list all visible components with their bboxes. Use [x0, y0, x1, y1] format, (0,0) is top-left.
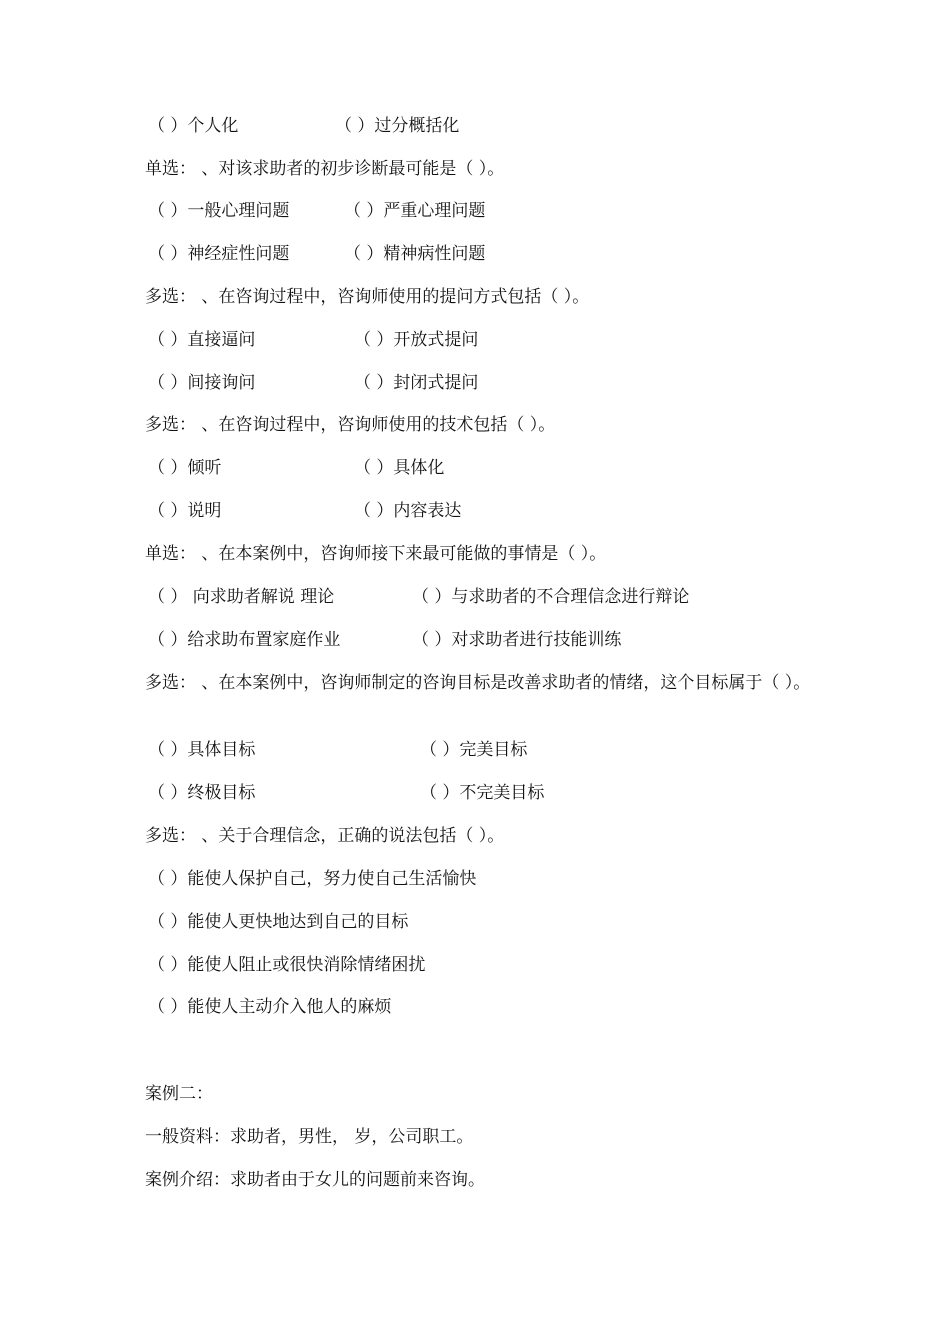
option-text: （ ）内容表达 — [354, 501, 462, 521]
case-intro: 案例介绍：求助者由于女儿的问题前来咨询。 — [145, 1170, 485, 1190]
option-text: （ ）个人化 — [148, 116, 239, 136]
question-text: 多选： 、在咨询过程中，咨询师使用的提问方式包括（ ）。 — [145, 287, 590, 307]
option-text: （ ）神经症性问题 — [148, 244, 290, 264]
option-text: （ ）开放式提问 — [354, 330, 479, 350]
option-text: （ ）能使人主动介入他人的麻烦 — [148, 997, 392, 1017]
question-text: 单选： 、对该求助者的初步诊断最可能是（ ）。 — [145, 159, 505, 179]
option-text: （ ）封闭式提问 — [354, 373, 479, 393]
question-text: 多选： 、在本案例中，咨询师制定的咨询目标是改善求助者的情绪，这个目标属于（ ）。 — [145, 673, 811, 693]
option-text: （ ）间接询问 — [148, 373, 256, 393]
question-text: 单选： 、在本案例中，咨询师接下来最可能做的事情是（ ）。 — [145, 544, 607, 564]
option-text: （ ）倾听 — [148, 458, 222, 478]
option-text: （ ）与求助者的不合理信念进行辩论 — [412, 587, 690, 607]
option-text: （ ）完美目标 — [420, 740, 528, 760]
option-text: （ ）具体目标 — [148, 740, 256, 760]
option-text: （ ）能使人阻止或很快消除情绪困扰 — [148, 955, 426, 975]
option-text: （ ）给求助布置家庭作业 — [148, 630, 341, 650]
option-text: （ ）能使人保护自己，努力使自己生活愉快 — [148, 869, 477, 889]
option-text: （ ）终极目标 — [148, 783, 256, 803]
option-text: （ ）一般心理问题 — [148, 201, 290, 221]
option-text: （ ）能使人更快地达到自己的目标 — [148, 912, 409, 932]
question-text: 多选： 、关于合理信念，正确的说法包括（ ）。 — [145, 826, 505, 846]
option-text: （ ）过分概括化 — [335, 116, 460, 136]
option-text: （ ）直接逼问 — [148, 330, 256, 350]
question-text: 多选： 、在咨询过程中，咨询师使用的技术包括（ ）。 — [145, 415, 556, 435]
option-text: （ ）不完美目标 — [420, 783, 545, 803]
option-text: （ ）说明 — [148, 501, 222, 521]
option-text: （ ）具体化 — [354, 458, 445, 478]
option-text: （ ）精神病性问题 — [344, 244, 486, 264]
case-heading: 案例二： — [145, 1084, 213, 1104]
option-text: （ ） 向求助者解说 理论 — [148, 587, 335, 607]
option-text: （ ）严重心理问题 — [344, 201, 486, 221]
option-text: （ ）对求助者进行技能训练 — [412, 630, 622, 650]
case-info: 一般资料：求助者，男性， 岁，公司职工。 — [145, 1127, 474, 1147]
